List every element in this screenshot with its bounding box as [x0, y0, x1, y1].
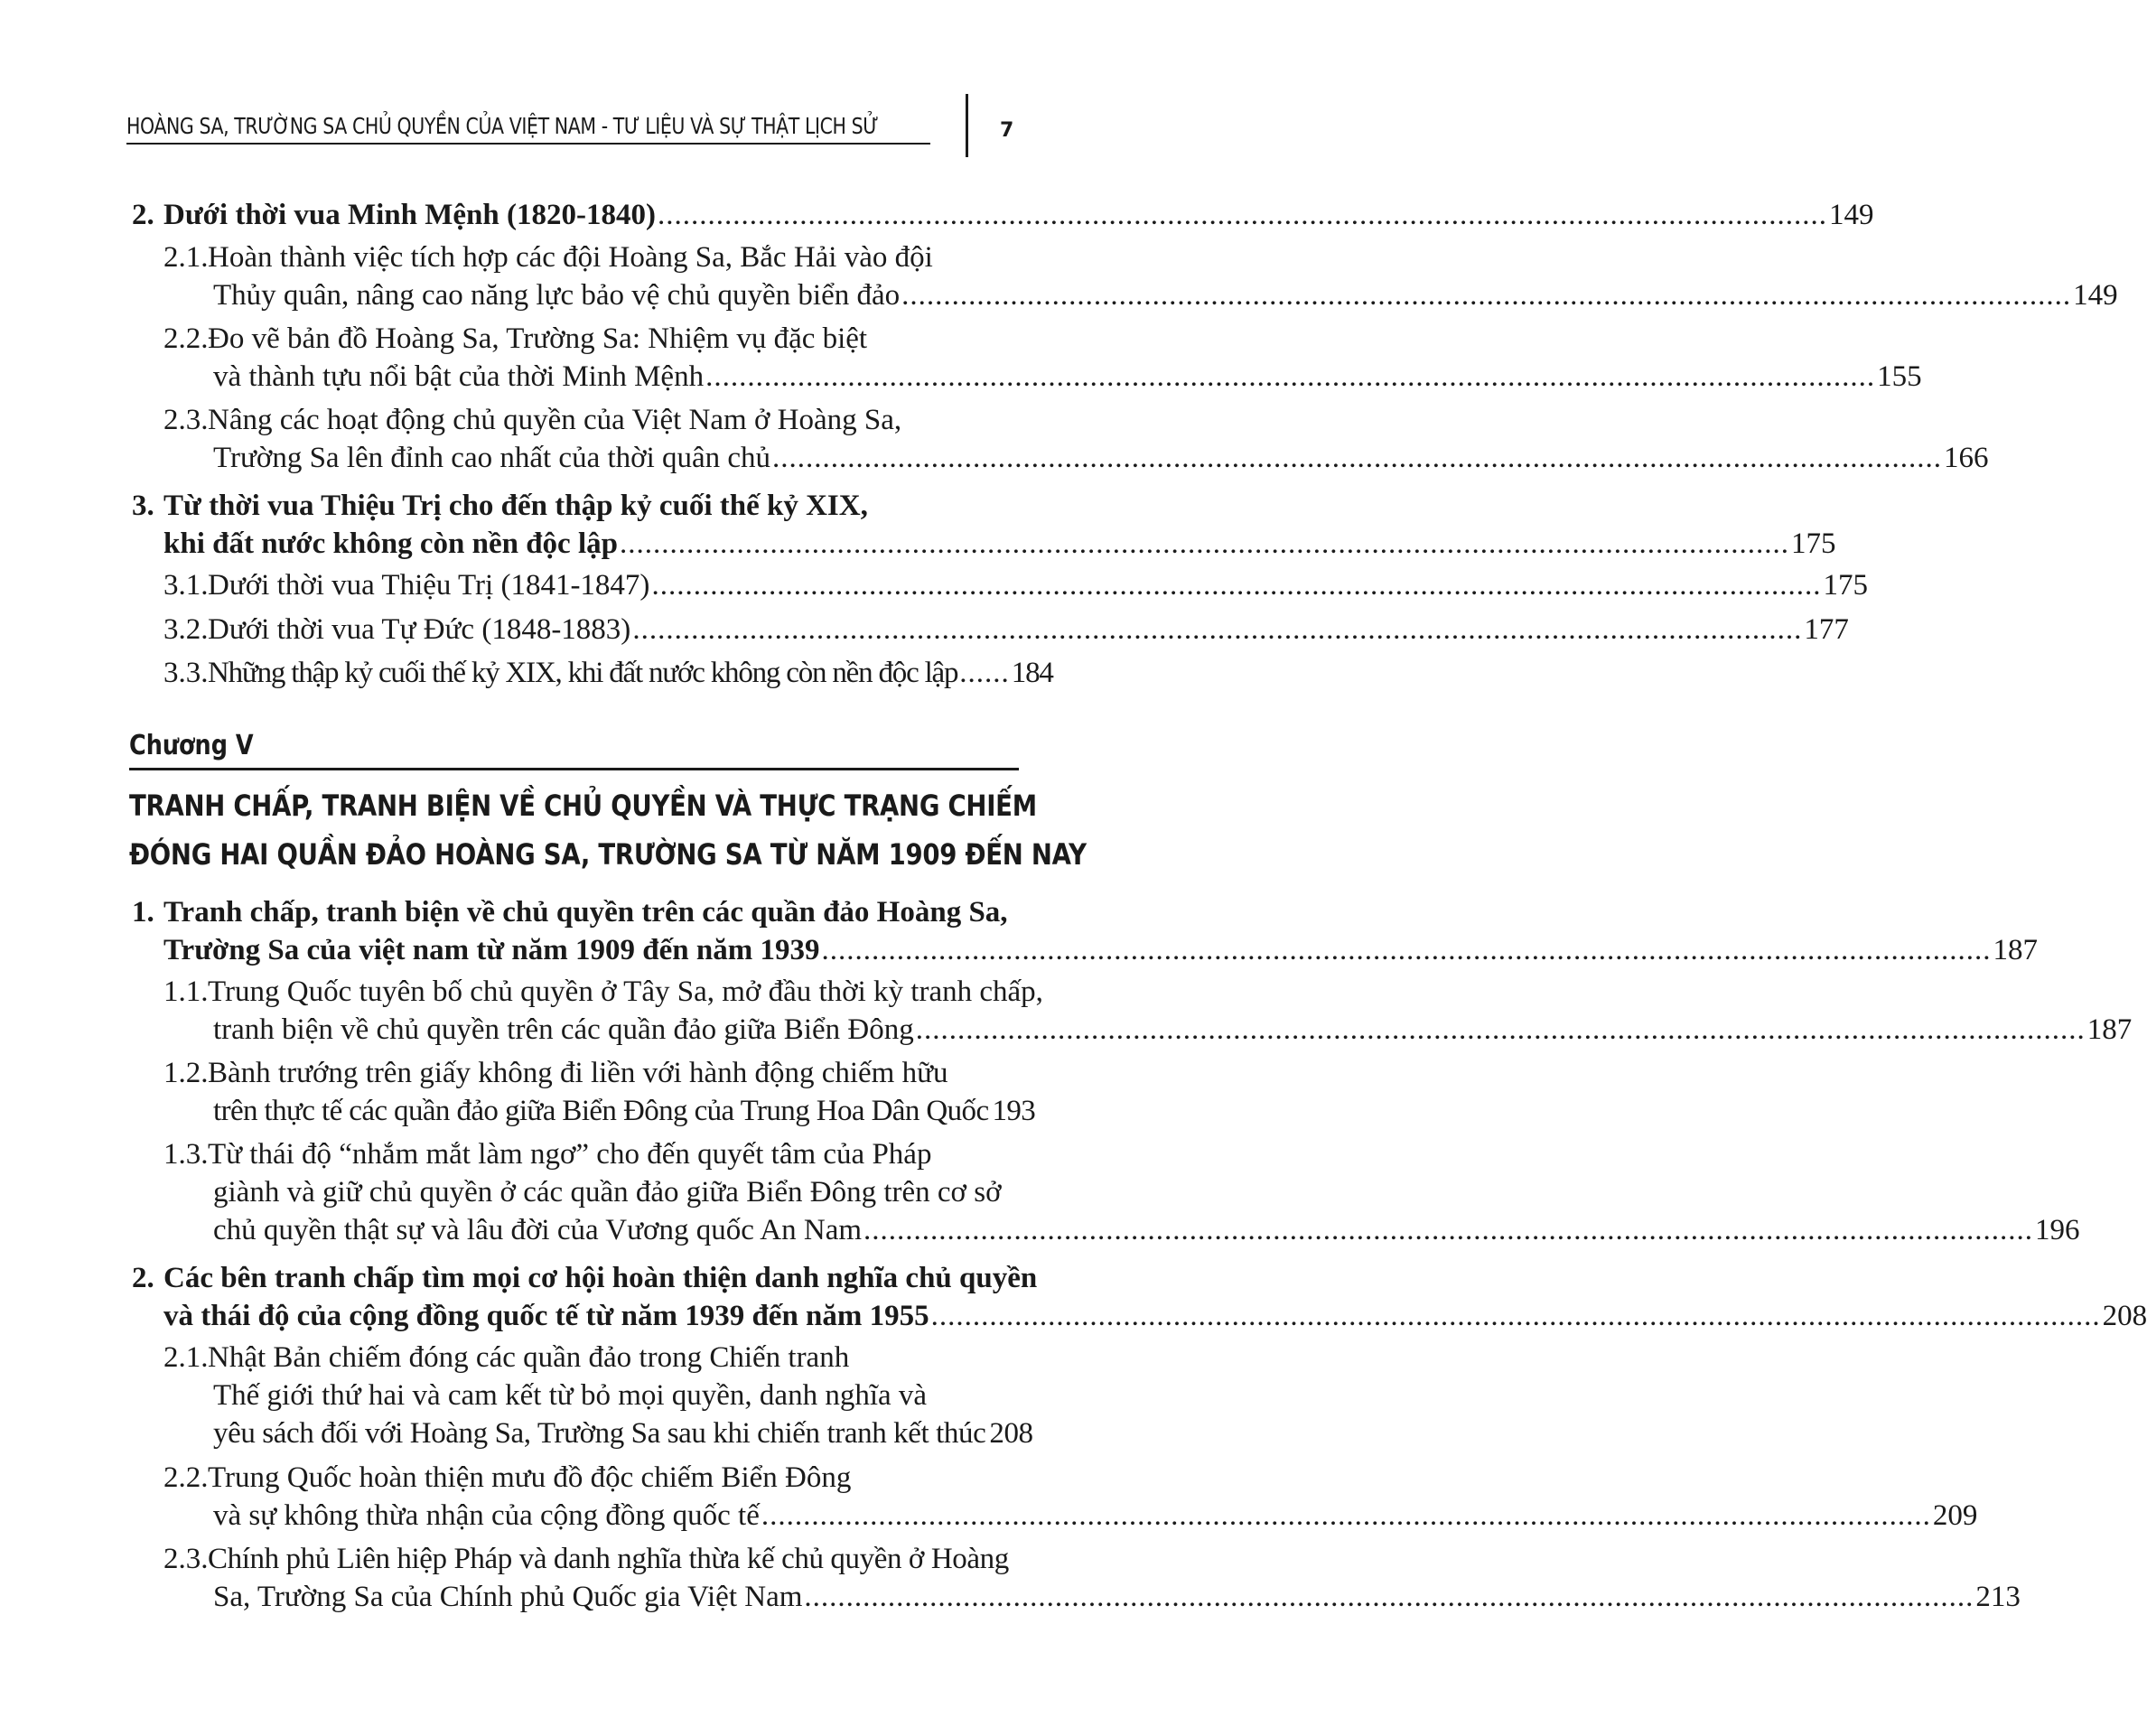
leader-dots: ............................................................................................................................................ — [651, 569, 1822, 602]
toc-entry-number: 2.2. — [163, 322, 209, 355]
toc-entry-title: Chính phủ Liên hiệp Pháp và danh nghĩa thừa kế chủ quyền ở Hoàng — [208, 1543, 1009, 1575]
leader-dots: ...... — [959, 657, 1010, 689]
toc-entry-title: Các bên tranh chấp tìm mọi cơ hội hoàn thiện danh nghĩa chủ quyền — [163, 1262, 1038, 1294]
toc-entry-title: Bành trướng trên giấy không đi liền với hành động chiếm hữu — [208, 1057, 948, 1089]
running-header — [126, 107, 930, 145]
leader-dots: ............................................................................................................................................ — [930, 1300, 2101, 1332]
leader-dots: ............................................................................................................................................ — [804, 1581, 1974, 1613]
toc-entry-number: 2. — [132, 1262, 154, 1294]
toc-entry-number: 2.3. — [163, 1543, 209, 1575]
toc-page-number: 149 — [2073, 279, 2118, 312]
toc-entry-line — [163, 526, 1836, 563]
toc-page-number: 208 — [989, 1417, 1033, 1450]
chapter-title-line-1: TRANH CHẤP, TRANH BIỆN VỀ CHỦ QUYỀN VÀ THỰC TRẠNG CHIẾM — [129, 789, 1037, 823]
toc-entry-title: yêu sách đối với Hoàng Sa, Trường Sa sau khi chiến tranh kết thúc — [213, 1417, 986, 1450]
toc-entry-number: 1.3. — [163, 1138, 209, 1171]
toc-page-number: 213 — [1975, 1581, 2021, 1613]
toc-entry-number: 2.1. — [163, 1341, 209, 1374]
toc-entry-title: khi đất nước không còn nền độc lập — [163, 527, 618, 560]
toc-page-number: 196 — [2035, 1214, 2080, 1246]
toc-entry-title: Trường Sa của việt nam từ năm 1909 đến năm 1939 — [163, 934, 820, 966]
toc-entry-title: Những thập kỷ cuối thế kỷ XIX, khi đất nước không còn nền độc lập — [208, 657, 958, 689]
toc-entry-line — [213, 359, 1922, 396]
toc-entry-number: 2. — [132, 199, 154, 231]
toc-entry-number: 1.2. — [163, 1057, 209, 1089]
toc-entry-line — [208, 611, 1849, 649]
toc-entry-number: 2.3. — [163, 404, 209, 436]
toc-entry-title: Nhật Bản chiếm đóng các quần đảo trong Chiến tranh — [208, 1341, 850, 1374]
toc-page-number: 187 — [2086, 1013, 2133, 1046]
toc-entry-title: Từ thời vua Thiệu Trị cho đến thập kỷ cuối thế kỷ XIX, — [163, 490, 868, 522]
toc-entry-number: 3.2. — [163, 613, 209, 646]
toc-entry-title: giành và giữ chủ quyền ở các quần đảo giữa Biển Đông trên cơ sở — [213, 1176, 1002, 1209]
toc-entry-number: 3. — [132, 490, 154, 522]
toc-entry-title: Trung Quốc tuyên bố chủ quyền ở Tây Sa, mở đầu thời kỳ tranh chấp, — [208, 975, 1043, 1008]
toc-page-number: 175 — [1790, 527, 1836, 560]
running-title: HOÀNG SA, TRƯỜNG SA CHỦ QUYỀN CỦA VIỆT NAM - TƯ LIỆU VÀ SỰ THẬT LỊCH SỬ — [126, 113, 879, 139]
toc-page-number: 193 — [992, 1095, 1036, 1127]
toc-entry-title: Thủy quân, nâng cao năng lực bảo vệ chủ quyền biển đảo — [213, 279, 901, 312]
toc-entry-title: trên thực tế các quần đảo giữa Biển Đông của Trung Hoa Dân Quốc — [213, 1095, 989, 1127]
toc-entry-title: Nâng các hoạt động chủ quyền của Việt Nam ở Hoàng Sa, — [208, 404, 902, 436]
leader-dots: ............................................................................................................................................ — [657, 199, 1827, 231]
toc-entry-title: Sa, Trường Sa của Chính phủ Quốc gia Việt Nam — [213, 1581, 803, 1613]
toc-entry-number: 2.1. — [163, 241, 209, 274]
chapter-rule — [129, 768, 1019, 770]
leader-dots: ............................................................................................................................................ — [915, 1013, 2086, 1046]
toc-entry-title: Hoàn thành việc tích hợp các đội Hoàng Sa, Bắc Hải vào đội — [208, 241, 933, 274]
toc-entry-title: tranh biện về chủ quyền trên các quần đảo giữa Biển Đông — [213, 1013, 914, 1046]
leader-dots: ............................................................................................................................................ — [705, 360, 1876, 393]
toc-entry-title: Dưới thời vua Tự Đức (1848-1883) — [208, 613, 631, 646]
toc-entry-title: Tranh chấp, tranh biện về chủ quyền trên các quần đảo Hoàng Sa, — [163, 896, 1008, 929]
toc-page-number: 149 — [1828, 199, 1874, 231]
toc-page-number: 177 — [1804, 613, 1849, 646]
leader-dots: ............................................................................................................................................ — [761, 1499, 1931, 1532]
leader-dots: ............................................................................................................................................ — [619, 527, 1789, 560]
toc-entry-title: Đo vẽ bản đồ Hoàng Sa, Trường Sa: Nhiệm vụ đặc biệt — [208, 322, 868, 355]
toc-entry-line — [213, 440, 1989, 477]
header-vertical-rule — [966, 94, 968, 157]
toc-entry-title: Dưới thời vua Thiệu Trị (1841-1847) — [208, 569, 650, 602]
chapter-label: Chương V — [129, 730, 254, 761]
toc-page-number: 184 — [1011, 657, 1053, 689]
toc-page-number: 187 — [1993, 934, 2038, 966]
toc-entry-title: Từ thái độ “nhắm mắt làm ngơ” cho đến quyết tâm của Pháp — [208, 1138, 932, 1171]
toc-entry-line — [208, 655, 1053, 692]
toc-entry-line — [213, 1579, 2021, 1616]
toc-entry-line — [163, 197, 1874, 234]
toc-page-number: 155 — [1877, 360, 1922, 393]
toc-entry-line — [163, 932, 2038, 969]
leader-dots: ............................................................................................................................................ — [821, 934, 1992, 966]
toc-entry-number: 2.2. — [163, 1461, 209, 1494]
toc-entry-title: và thái độ của cộng đồng quốc tế từ năm 1939 đến năm 1955 — [163, 1300, 929, 1332]
toc-entry-title: chủ quyền thật sự và lâu đời của Vương quốc An Nam — [213, 1214, 863, 1246]
toc-entry-line — [213, 1415, 1033, 1452]
toc-entry-title: Thế giới thứ hai và cam kết từ bỏ mọi quyền, danh nghĩa và — [213, 1379, 928, 1412]
toc-entry-line — [213, 277, 2118, 314]
leader-dots: ............................................................................................................................................ — [632, 613, 1803, 646]
toc-entry-title: Trung Quốc hoàn thiện mưu đồ độc chiếm Biển Đông — [208, 1461, 852, 1494]
toc-page-number: 208 — [2102, 1300, 2147, 1332]
toc-page-number: 209 — [1932, 1499, 1978, 1532]
toc-entry-line — [208, 567, 1868, 604]
toc-entry-line — [213, 1498, 1978, 1535]
chapter-title-line-2: ĐÓNG HAI QUẦN ĐẢO HOÀNG SA, TRƯỜNG SA TỪ NĂM 1909 ĐẾN NAY — [129, 837, 1087, 872]
toc-entry-title: Dưới thời vua Minh Mệnh (1820-1840) — [163, 199, 656, 231]
page-number: 7 — [1000, 119, 1014, 142]
toc-entry-line — [213, 1212, 2080, 1249]
toc-entry-number: 3.3. — [163, 657, 209, 689]
toc-entry-title: và sự không thừa nhận của cộng đồng quốc tế — [213, 1499, 760, 1532]
leader-dots: ............................................................................................................................................ — [863, 1214, 2034, 1246]
toc-page-number: 175 — [1823, 569, 1868, 602]
toc-entry-number: 3.1. — [163, 569, 209, 602]
toc-entry-line — [213, 1093, 1036, 1130]
leader-dots: ............................................................................................................................................ — [901, 279, 2072, 312]
leader-dots: ............................................................................................................................................ — [772, 442, 1943, 474]
toc-entry-title: Trường Sa lên đỉnh cao nhất của thời quân chủ — [213, 442, 771, 474]
toc-entry-line — [213, 1012, 2133, 1049]
toc-entry-number: 1.1. — [163, 975, 209, 1008]
toc-page-number: 166 — [1944, 442, 1989, 474]
toc-entry-number: 1. — [132, 896, 154, 929]
toc-entry-title: và thành tựu nổi bật của thời Minh Mệnh — [213, 360, 705, 393]
toc-entry-line — [163, 1298, 2147, 1335]
